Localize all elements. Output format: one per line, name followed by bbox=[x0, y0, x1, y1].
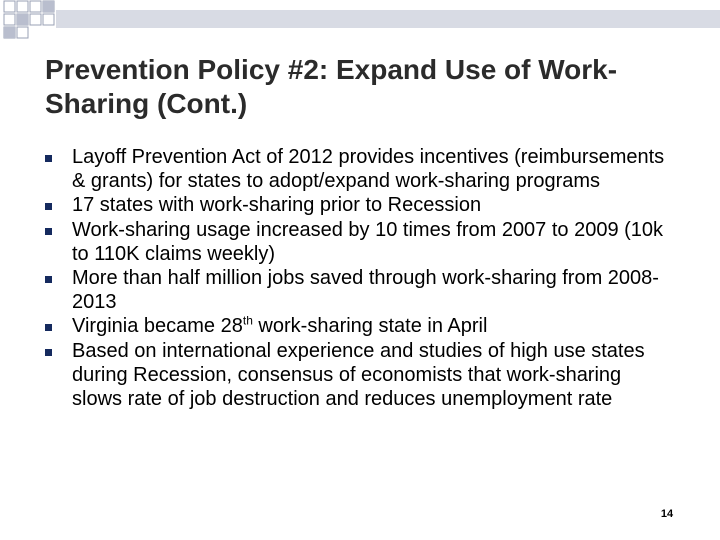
bullet-text-post: work-sharing state in April bbox=[252, 315, 488, 338]
bullet-text: Based on international experience and studies of high use states during Recession, consensus of economists that work-sharing slows rate of job destruction and reduces unemployment rate bbox=[72, 339, 645, 411]
slide-title: Prevention Policy #2: Expand Use of Work-Sharing (Cont.) bbox=[45, 54, 618, 119]
square-bullet-icon bbox=[45, 276, 52, 283]
bullet-item bbox=[0, 314, 672, 338]
square-bullet-icon bbox=[45, 324, 52, 331]
page-number: 14 bbox=[660, 508, 674, 520]
ordinal-suffix: th bbox=[242, 313, 253, 328]
decorative-grid-header bbox=[0, 0, 720, 48]
bullet-text: Layoff Prevention Act of 2012 provides incentives (reimbursements & grants) for states to adopt/expand work-sharing programs bbox=[72, 146, 665, 193]
square-bullet-icon bbox=[45, 228, 52, 235]
bullet-item bbox=[0, 266, 672, 314]
bullet-text: 17 states with work-sharing prior to Recession bbox=[72, 194, 482, 217]
bullet-text: Work-sharing usage increased by 10 times from 2007 to 2009 (10k to 110K claims weekly) bbox=[72, 218, 664, 265]
square-bullet-icon bbox=[45, 155, 52, 162]
bullet-item bbox=[0, 218, 672, 266]
bullet-item bbox=[0, 193, 672, 217]
bullet-text: More than half million jobs saved through work-sharing from 2008-2013 bbox=[72, 267, 659, 314]
bullet-text bbox=[72, 315, 487, 337]
square-bullet-icon bbox=[45, 349, 52, 356]
bullet-text-pre: Virginia became 28 bbox=[72, 315, 243, 338]
bullet-item bbox=[0, 339, 672, 412]
square-bullet-icon bbox=[45, 203, 52, 210]
bullet-list bbox=[0, 145, 720, 411]
bullet-item bbox=[0, 145, 672, 193]
